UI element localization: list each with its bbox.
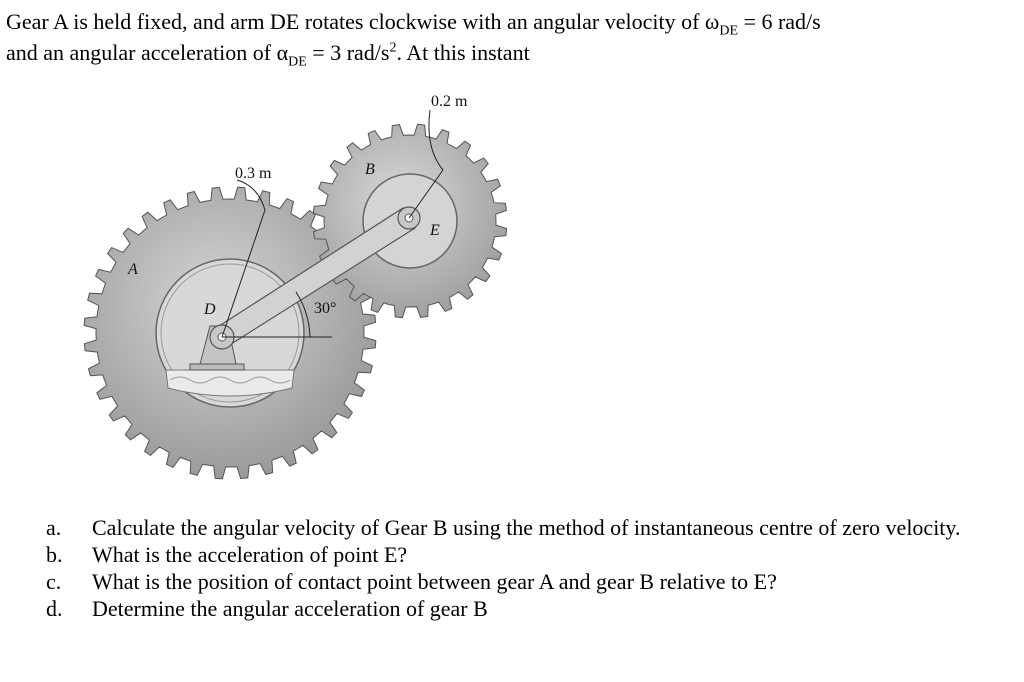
question-marker: b. xyxy=(46,542,63,567)
question-item xyxy=(46,514,1016,541)
question-text: Calculate the angular velocity of Gear B using the method of instantaneous centre of zero velocity. xyxy=(92,515,961,540)
question-list xyxy=(46,514,1016,622)
gear-figure xyxy=(60,88,520,483)
question-item xyxy=(46,568,1016,595)
label-radius-b: 0.2 m xyxy=(431,93,468,110)
question-item xyxy=(46,595,1016,622)
problem-line1-text: Gear A is held fixed, and arm DE rotates clockwise with an angular velocity of xyxy=(6,9,705,34)
alpha-value: = 3 rad/s xyxy=(306,40,390,65)
label-gear-a: A xyxy=(128,261,138,278)
label-pin-e: E xyxy=(430,222,440,239)
label-angle: 30° xyxy=(314,300,337,317)
alpha-subscript: DE xyxy=(288,54,307,70)
omega-value: = 6 rad/s xyxy=(738,9,821,34)
question-text: Determine the angular acceleration of gear B xyxy=(92,596,488,621)
problem-line2-text: and an angular acceleration of xyxy=(6,40,277,65)
omega-subscript: DE xyxy=(719,23,739,39)
alpha-exponent: 2 xyxy=(389,40,397,56)
question-marker: d. xyxy=(46,596,63,621)
label-gear-b: B xyxy=(365,161,375,178)
problem-line2-suffix: . At this instant xyxy=(396,40,530,65)
question-text: What is the position of contact point between gear A and gear B relative to E? xyxy=(92,569,777,594)
gear-diagram xyxy=(60,88,520,483)
question-item xyxy=(46,541,1016,568)
problem-statement xyxy=(6,6,1020,68)
question-text: What is the acceleration of point E? xyxy=(92,542,408,567)
label-radius-a: 0.3 m xyxy=(235,165,272,182)
label-pin-d: D xyxy=(204,301,216,318)
question-marker: a. xyxy=(46,515,62,540)
alpha-symbol: α xyxy=(276,40,289,65)
omega-symbol: ω xyxy=(704,9,720,34)
question-marker: c. xyxy=(46,569,62,594)
